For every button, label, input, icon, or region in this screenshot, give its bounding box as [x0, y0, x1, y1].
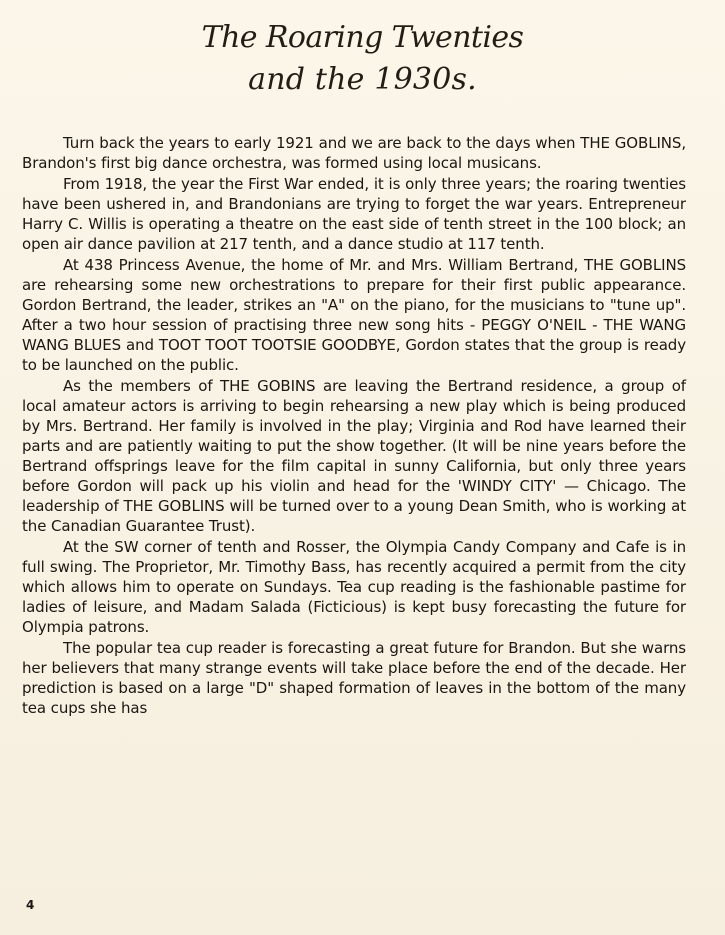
body-text: [22, 133, 686, 719]
title-line-1: The Roaring Twenties: [201, 20, 524, 55]
paragraph: At the SW corner of tenth and Rosser, the Olympia Candy Company and Cafe is in full swing. The Proprietor, Mr. Timothy Bass, has recently acquired a permit from the city which allows him to operate on Sundays. Tea cup reading is the fashionable pastime for ladies of leisure, and Madam Salada (Ficticious) is kept busy forecasting the future for Olympia patrons.: [22, 538, 686, 636]
paragraph: Turn back the years to early 1921 and we are back to the days when THE GOBLINS, Brandon's first big dance orchestra, was formed using local musicans.: [22, 134, 686, 172]
paragraph: From 1918, the year the First War ended, it is only three years; the roaring twenties have been ushered in, and Brandonians are trying to forget the war years. Entrepreneur Harry C. Willis is operating a theatre on the east side of tenth street in the 100 block; an open air dance pavilion at 217 tenth, and a dance studio at 117 tenth.: [22, 175, 686, 253]
paragraph: At 438 Princess Avenue, the home of Mr. and Mrs. William Bertrand, THE GOBLINS are rehearsing some new orchestrations to prepare for their first public appearance. Gordon Bertrand, the leader, strikes an "A" on the piano, for the musicians to "tune up". After a two hour session of practising three new song hits - PEGGY O'NEIL - THE WANG WANG BLUES and TOOT TOOT TOOTSIE GOODBYE, Gordon states that the group is ready to be launched on the public.: [22, 256, 686, 374]
paragraph: The popular tea cup reader is forecasting a great future for Brandon. But she warns her believers that many strange events will take place before the end of the decade. Her prediction is based on a large "D" shaped formation of leaves in the bottom of the many tea cups she has: [22, 639, 686, 717]
paragraph: As the members of THE GOBINS are leaving the Bertrand residence, a group of local amateur actors is arriving to begin rehearsing a new play which is being produced by Mrs. Bertrand. Her family is involved in the play; Virginia and Rod have learned their parts and are patiently waiting to put the show together. (It will be nine years before the Bertrand offsprings leave for the film capital in sunny California, but only three years before Gordon will pack up his violin and head for the 'WINDY CITY' — Chicago. The leadership of THE GOBLINS will be turned over to a young Dean Smith, who is working at the Canadian Guarantee Trust).: [22, 377, 686, 535]
page-number: 4: [26, 898, 35, 912]
page-title: [0, 18, 725, 102]
title-line-2: and the 1930s.: [248, 62, 477, 97]
